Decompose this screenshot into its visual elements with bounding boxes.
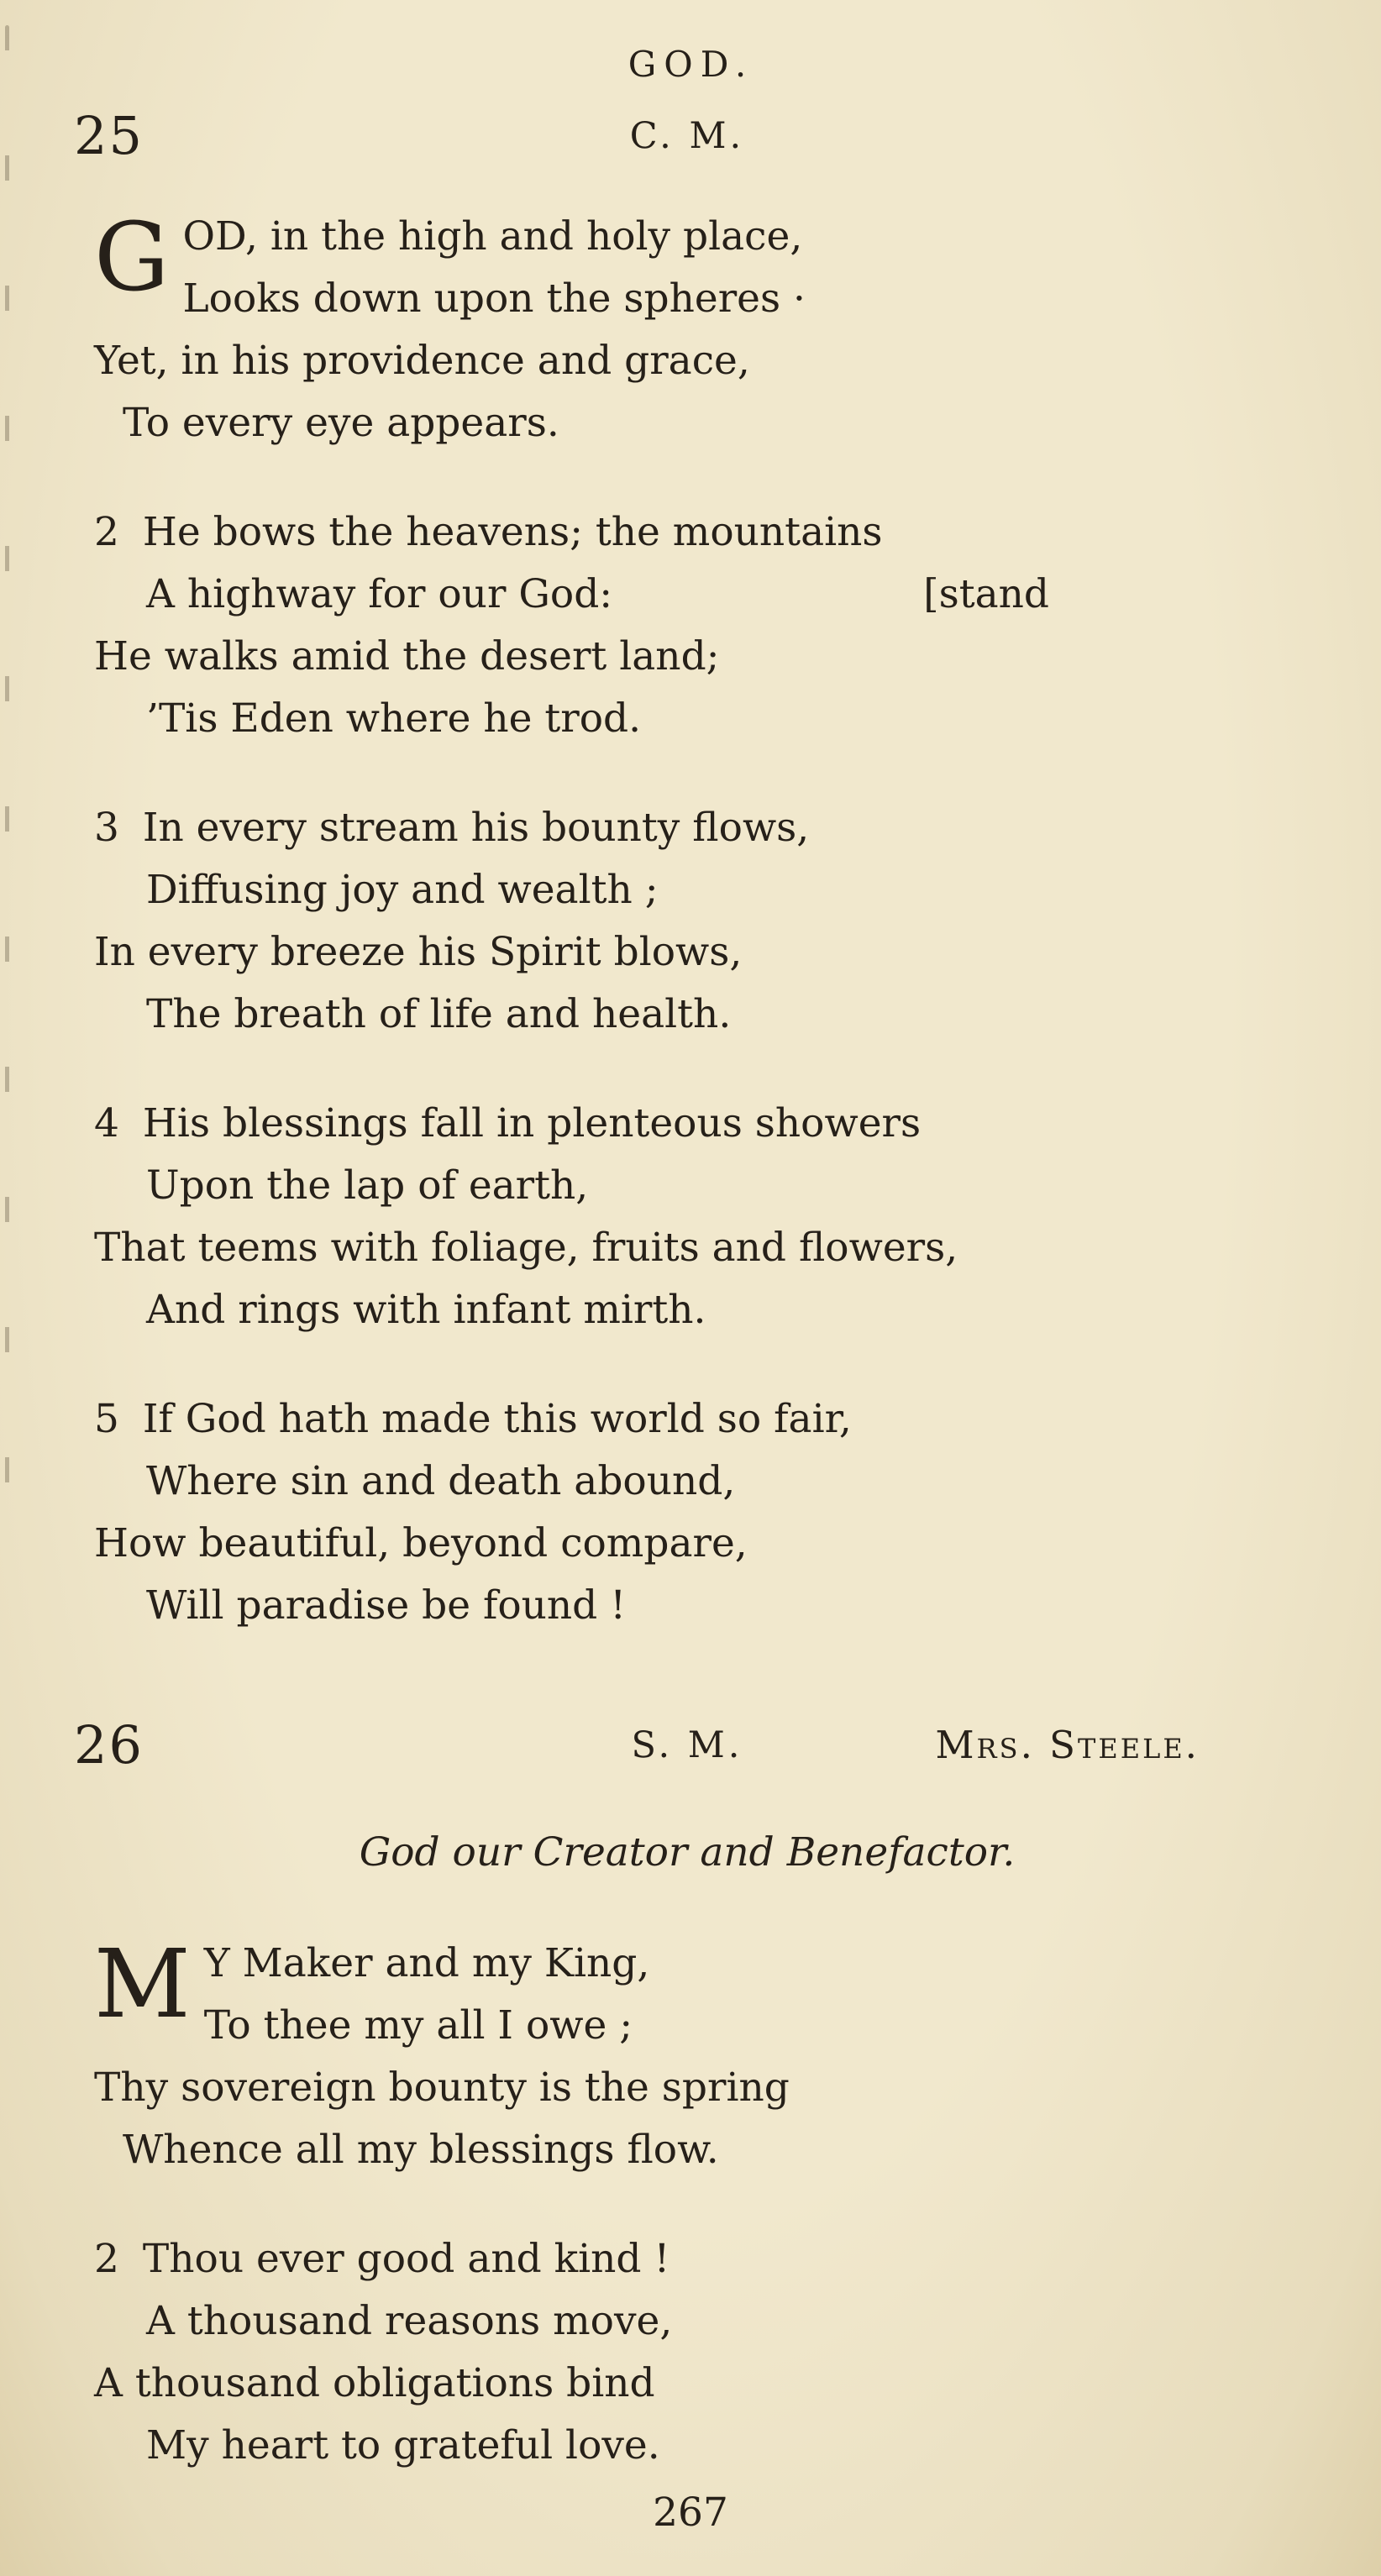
hymn-line (94, 268, 1280, 330)
hymn-line (94, 2415, 1280, 2477)
page-number: 267 (653, 2489, 728, 2536)
hymn-line (94, 501, 1280, 564)
hymn-25-stanza-3 (94, 797, 1280, 1046)
hymn-subtitle: God our Creator and Benefactor. (359, 1829, 1016, 1876)
hymn-line (94, 797, 1280, 859)
hymn-line-text: My heart to grateful love. (146, 2422, 660, 2468)
hymn-line-text: He bows the heavens; the mountains (142, 509, 883, 555)
dropcap-initial: G (94, 203, 170, 312)
hymn-line (94, 206, 1280, 268)
hymn-line (94, 2119, 1280, 2181)
hymn-line-text: His blessings fall in plenteous showers (142, 1100, 922, 1146)
hymn-meter: S. M. (631, 1724, 743, 1766)
hymn-25-stanza-2 (94, 501, 1280, 750)
hymn-meter: C. M. (629, 115, 745, 157)
hymn-26-stanza-1 (94, 1930, 1280, 2181)
hymn-line (94, 2228, 1280, 2290)
hymn-line (94, 1217, 1280, 1279)
hymn-line (94, 330, 1280, 392)
hymn-line (94, 2353, 1280, 2415)
hymn-line-text: If God hath made this world so fair, (142, 1396, 852, 1442)
hymn-26-stanza-2 (94, 2228, 1280, 2477)
hymn-line (94, 2057, 1280, 2119)
hymn-26-header (74, 1714, 1280, 1783)
verse-number: 5 (94, 1396, 119, 1442)
hymn-number: 25 (74, 105, 144, 166)
hymn-line (94, 1575, 1280, 1637)
hymn-line-text: A highway for our God: (146, 571, 613, 617)
overflow-word: [stand (923, 571, 1049, 617)
hymn-line-text: Upon the lap of earth, (146, 1162, 589, 1209)
hymn-line-text: To every eye appears. (123, 400, 559, 446)
hymn-line (94, 1279, 1280, 1341)
hymn-line (94, 1513, 1280, 1575)
verse-number: 3 (94, 805, 119, 851)
hymn-line-text: Looks down upon the spheres · (182, 275, 806, 322)
hymn-line (94, 1451, 1280, 1513)
hymn-line-text: Thy sovereign bounty is the spring (94, 2064, 790, 2111)
hymn-25-stanza-4 (94, 1093, 1280, 1341)
hymn-number: 26 (74, 1714, 144, 1776)
hymn-line (94, 688, 1280, 750)
hymn-line (94, 626, 1280, 688)
hymn-line-text: He walks amid the desert land; (94, 633, 720, 679)
hymn-line-text: Yet, in his providence and grace, (94, 338, 750, 384)
verse-number: 2 (94, 2236, 119, 2282)
hymn-line-text: That teems with foliage, fruits and flowers, (94, 1225, 958, 1271)
hymn-line (94, 564, 1049, 626)
hymn-line (94, 859, 1280, 921)
hymn-line (94, 1995, 1280, 2057)
hymn-line (94, 1933, 1280, 1995)
hymn-line-text: How beautiful, beyond compare, (94, 1520, 748, 1566)
hymn-author: Mrs. Steele. (935, 1723, 1200, 1767)
hymn-line-text: ’Tis Eden where he trod. (146, 695, 642, 742)
hymn-25-header (74, 105, 1280, 174)
hymn-line-text: Diffusing joy and wealth ; (146, 867, 659, 913)
hymn-line-text: Where sin and death abound, (146, 1458, 736, 1504)
section-header: GOD. (627, 44, 754, 85)
hymn-line-text: OD, in the high and holy place, (182, 213, 803, 260)
hymn-line-text: A thousand obligations bind (94, 2360, 655, 2406)
hymn-line (94, 984, 1280, 1046)
hymn-line (94, 1155, 1280, 1217)
hymn-line-text: To thee my all I owe ; (203, 2002, 633, 2049)
verse-number: 2 (94, 509, 119, 555)
dropcap-initial: M (94, 1930, 191, 2039)
hymn-line-text: Whence all my blessings flow. (123, 2127, 719, 2173)
hymn-line-text: In every stream his bounty flows, (142, 805, 810, 851)
hymn-line (94, 921, 1280, 984)
hymn-line-text: Y Maker and my King, (203, 1940, 650, 1986)
hymn-line (94, 1388, 1280, 1451)
hymn-line (94, 392, 1280, 454)
hymn-25-stanza-1 (94, 203, 1280, 454)
verse-number: 4 (94, 1100, 119, 1146)
hymn-line-text: In every breeze his Spirit blows, (94, 929, 743, 975)
hymn-line (94, 1093, 1280, 1155)
hymn-line-text: Will paradise be found ! (146, 1582, 627, 1629)
hymn-line (94, 2290, 1280, 2353)
hymn-line-text: The breath of life and health. (146, 991, 732, 1037)
hymn-25-stanza-5 (94, 1388, 1280, 1637)
hymn-line-text: And rings with infant mirth. (146, 1287, 706, 1333)
hymn-line-text: A thousand reasons move, (146, 2298, 673, 2344)
hymn-line-text: Thou ever good and kind ! (142, 2236, 670, 2282)
